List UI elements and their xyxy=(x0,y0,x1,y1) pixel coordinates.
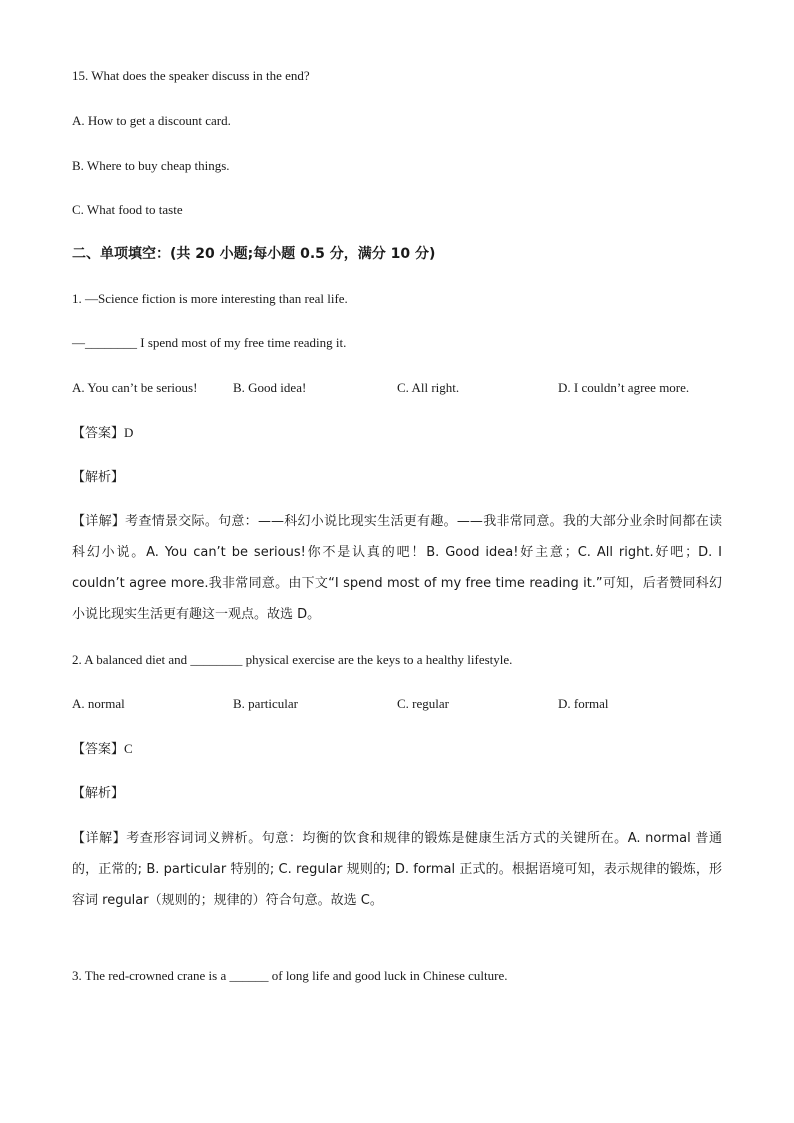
question-2-answer xyxy=(72,740,133,759)
detail-text: 考查情景交际。句意：——科幻小说比现实生活更有趣。——我非常同意。我的大部分业余时间都在读科幻小说。A. You can’t be serious!你不是认真的吧！B. Good idea!好主意；C. All right.好吧；D. I couldn’t agree more.我非常同意。由下文“I spend most of my free time reading it.”可知，后者赞同科幻小说比现实生活更有趣这一观点。故选 D。 xyxy=(72,514,722,622)
question-2-option-a: A. normal xyxy=(72,696,125,711)
question-15-option-a: A. How to get a discount card. xyxy=(72,113,231,128)
analysis-tag: 【解析】 xyxy=(72,786,125,801)
question-1-option-d: D. I couldn’t agree more. xyxy=(558,380,690,395)
question-2-option-c: C. regular xyxy=(397,696,449,711)
detail-tag: 【详解】 xyxy=(72,514,126,529)
question-15-option-c: C. What food to taste xyxy=(72,202,183,217)
question-3-stem: 3. The red-crowned crane is a ______ of long life and good luck in Chinese culture. xyxy=(72,968,508,983)
question-1-option-a: A. You can’t be serious! xyxy=(72,380,198,395)
question-2-detail xyxy=(72,823,722,916)
question-2-option-d: D. formal xyxy=(558,696,609,711)
answer-value: D xyxy=(124,425,134,440)
section-heading: 二、单项填空：(共 20 小题;每小题 0.5 分，满分 10 分) xyxy=(72,246,436,262)
answer-value: C xyxy=(124,741,133,756)
question-1-option-c: C. All right. xyxy=(397,380,460,395)
question-2-stem: 2. A balanced diet and ________ physical exercise are the keys to a healthy lifestyle. xyxy=(72,652,513,667)
question-1-option-b: B. Good idea! xyxy=(233,380,307,395)
analysis-tag: 【解析】 xyxy=(72,470,125,485)
question-1-stem: 1. —Science fiction is more interesting than real life. xyxy=(72,291,348,306)
question-1-reply: —________ I spend most of my free time reading it. xyxy=(72,335,347,350)
question-15: 15. What does the speaker discuss in the end? xyxy=(72,68,310,83)
detail-tag: 【详解】 xyxy=(72,831,127,846)
answer-tag: 【答案】 xyxy=(72,742,125,757)
question-2-option-b: B. particular xyxy=(233,696,298,711)
detail-text: 考查形容词词义辨析。句意：均衡的饮食和规律的锻炼是健康生活方式的关键所在。A. normal 普通的，正常的; B. particular 特别的; C. regular 规则的; D. formal 正式的。根据语境可知，表示规律的锻炼，形容词 regular（规则的；规律的）符合句意。故选 C。 xyxy=(72,831,722,908)
question-1-answer xyxy=(72,424,133,443)
answer-tag: 【答案】 xyxy=(72,426,125,441)
question-15-option-b: B. Where to buy cheap things. xyxy=(72,158,230,173)
question-2-analysis xyxy=(72,784,124,803)
question-1-analysis xyxy=(72,468,124,487)
question-1-detail xyxy=(72,506,722,630)
